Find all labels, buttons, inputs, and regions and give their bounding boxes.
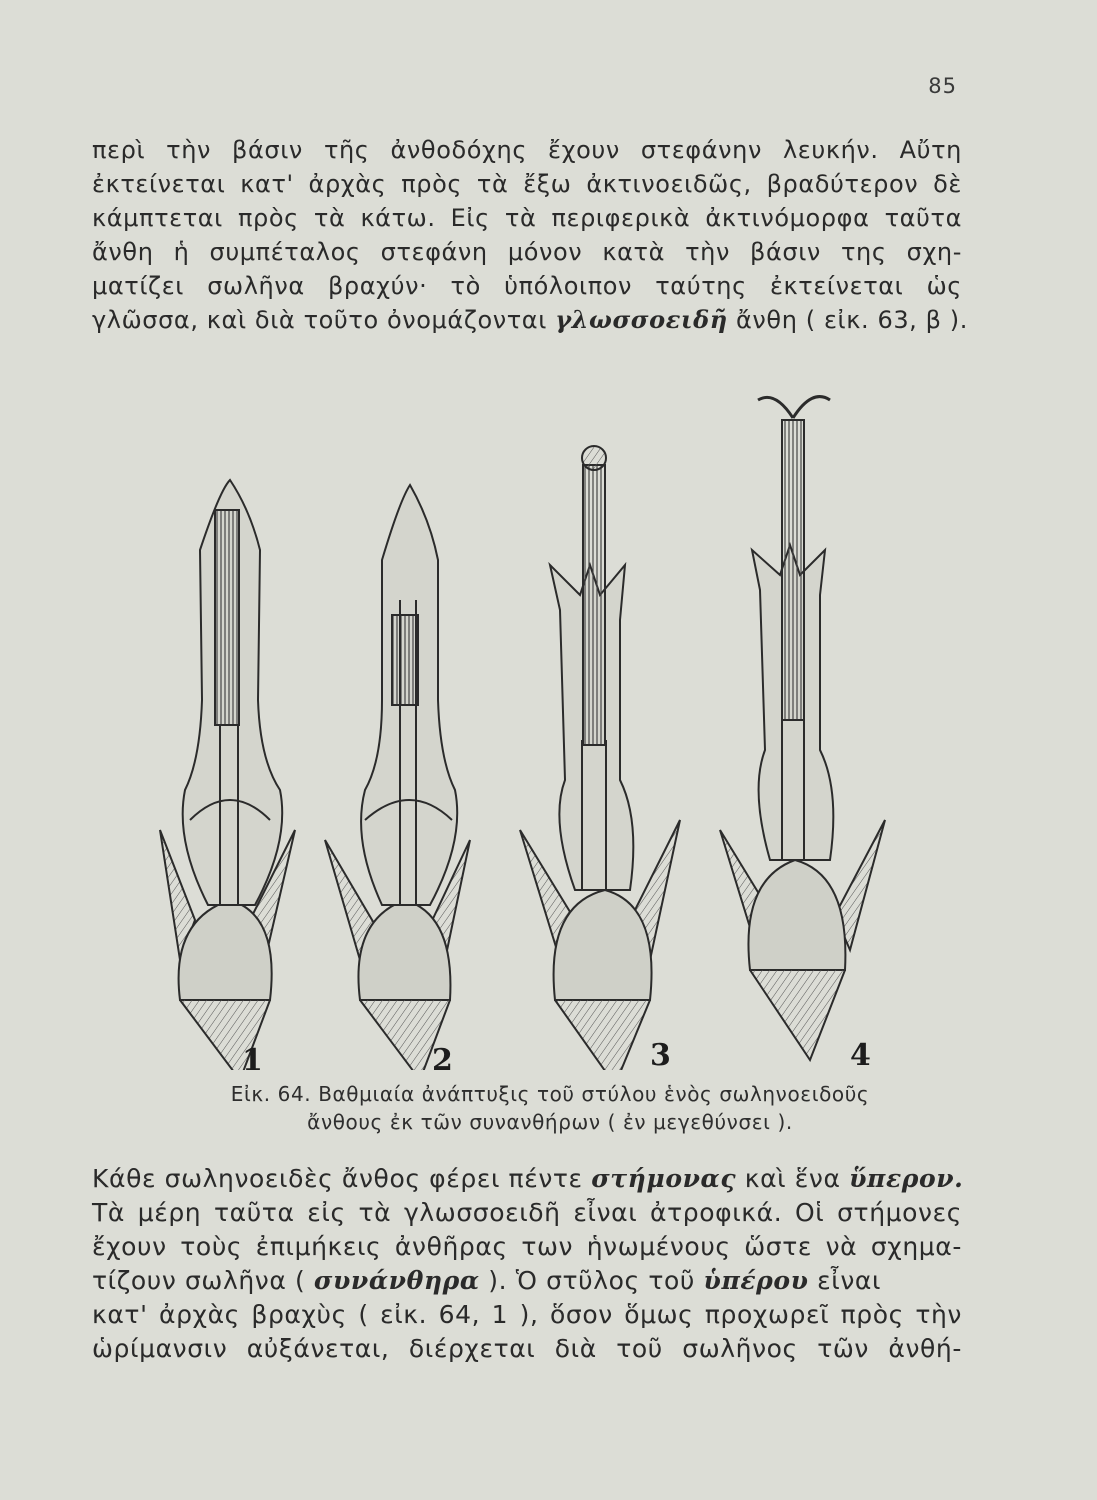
flower-drawings	[120, 360, 980, 1070]
text-line	[92, 303, 968, 337]
emphasized-term: συνάνθηρα	[313, 1266, 480, 1295]
text-line: κάμπτεται πρὸς τὰ κάτω. Εἰς τὰ περιφερικὰ ἀκτινόμορφα ταῦτα	[92, 204, 962, 232]
emphasized-term: γλωσσοειδῆ	[555, 305, 728, 334]
flower-stage-4-drawing	[720, 397, 885, 1060]
text-fragment: τίζουν σωλῆνα (	[92, 1266, 314, 1295]
text-fragment: ἄνθη ( εἰκ. 63, β ).	[727, 306, 968, 334]
text-line	[92, 1162, 962, 1196]
text-fragment: εἶναι	[808, 1266, 882, 1295]
emphasized-term: ὑπέρου	[703, 1266, 809, 1295]
text-line: ἔχουν τοὺς ἐπιμήκεις ἀνθῆρας των ἡνωμένους ὥστε νὰ σχημα-	[92, 1232, 962, 1261]
flower-stage-1-drawing	[160, 480, 295, 1070]
flower-stage-2-drawing	[325, 485, 470, 1070]
text-line: ἐκτείνεται κατ' ἀρχὰς πρὸς τὰ ἔξω ἀκτινοειδῶς, βραδύτερον δὲ	[92, 170, 962, 198]
paragraph-1	[92, 133, 968, 337]
figure-label: 2	[432, 1043, 453, 1070]
text-line: Τὰ μέρη ταῦτα εἰς τὰ γλωσσοειδῆ εἶναι ἀτροφικά. Οἱ στήμονες	[92, 1198, 962, 1227]
text-fragment: καὶ ἕνα	[736, 1164, 850, 1193]
text-fragment: Κάθε σωληνοειδὲς ἄνθος φέρει πέντε	[92, 1164, 592, 1193]
text-line: ἄνθη ἡ συμπέταλος στεφάνη μόνον κατὰ τὴν βάσιν της σχη-	[92, 238, 962, 266]
text-fragment: γλῶσσα, καὶ διὰ τοῦτο ὀνομάζονται	[92, 306, 556, 334]
emphasized-term: στήμονας	[591, 1164, 737, 1193]
figure-label: 1	[242, 1043, 263, 1070]
figure-64-illustration	[120, 360, 980, 1070]
figure-label: 3	[650, 1038, 671, 1070]
text-line: ματίζει σωλῆνα βραχύν· τὸ ὑπόλοιπον ταύτης ἐκτείνεται ὡς	[92, 272, 962, 300]
page-number: 85	[928, 74, 957, 98]
figure-label: 4	[850, 1038, 871, 1070]
text-line: κατ' ἀρχὰς βραχὺς ( εἰκ. 64, 1 ), ὅσον ὅμως προχωρεῖ πρὸς τὴν	[92, 1300, 962, 1329]
text-fragment: ). Ὁ στῦλος τοῦ	[479, 1266, 704, 1295]
figure-caption-line: ἄνθους ἐκ τῶν συνανθήρων ( ἐν μεγεθύνσει ).	[307, 1110, 793, 1134]
text-line: ὡρίμανσιν αὐξάνεται, διέρχεται διὰ τοῦ σωλῆνος τῶν ἀνθή-	[92, 1334, 962, 1363]
text-line: περὶ τὴν βάσιν τῆς ἀνθοδόχης ἔχουν στεφάνην λευκήν. Αὔτη	[92, 136, 962, 164]
emphasized-term: ὕπερον.	[849, 1164, 964, 1193]
flower-stage-3-drawing	[520, 446, 680, 1070]
text-line	[92, 1264, 962, 1298]
figure-caption-line: Εἰκ. 64. Βαθμιαία ἀνάπτυξις τοῦ στύλου ἑνὸς σωληνοειδοῦς	[230, 1082, 870, 1106]
paragraph-2	[92, 1162, 962, 1366]
